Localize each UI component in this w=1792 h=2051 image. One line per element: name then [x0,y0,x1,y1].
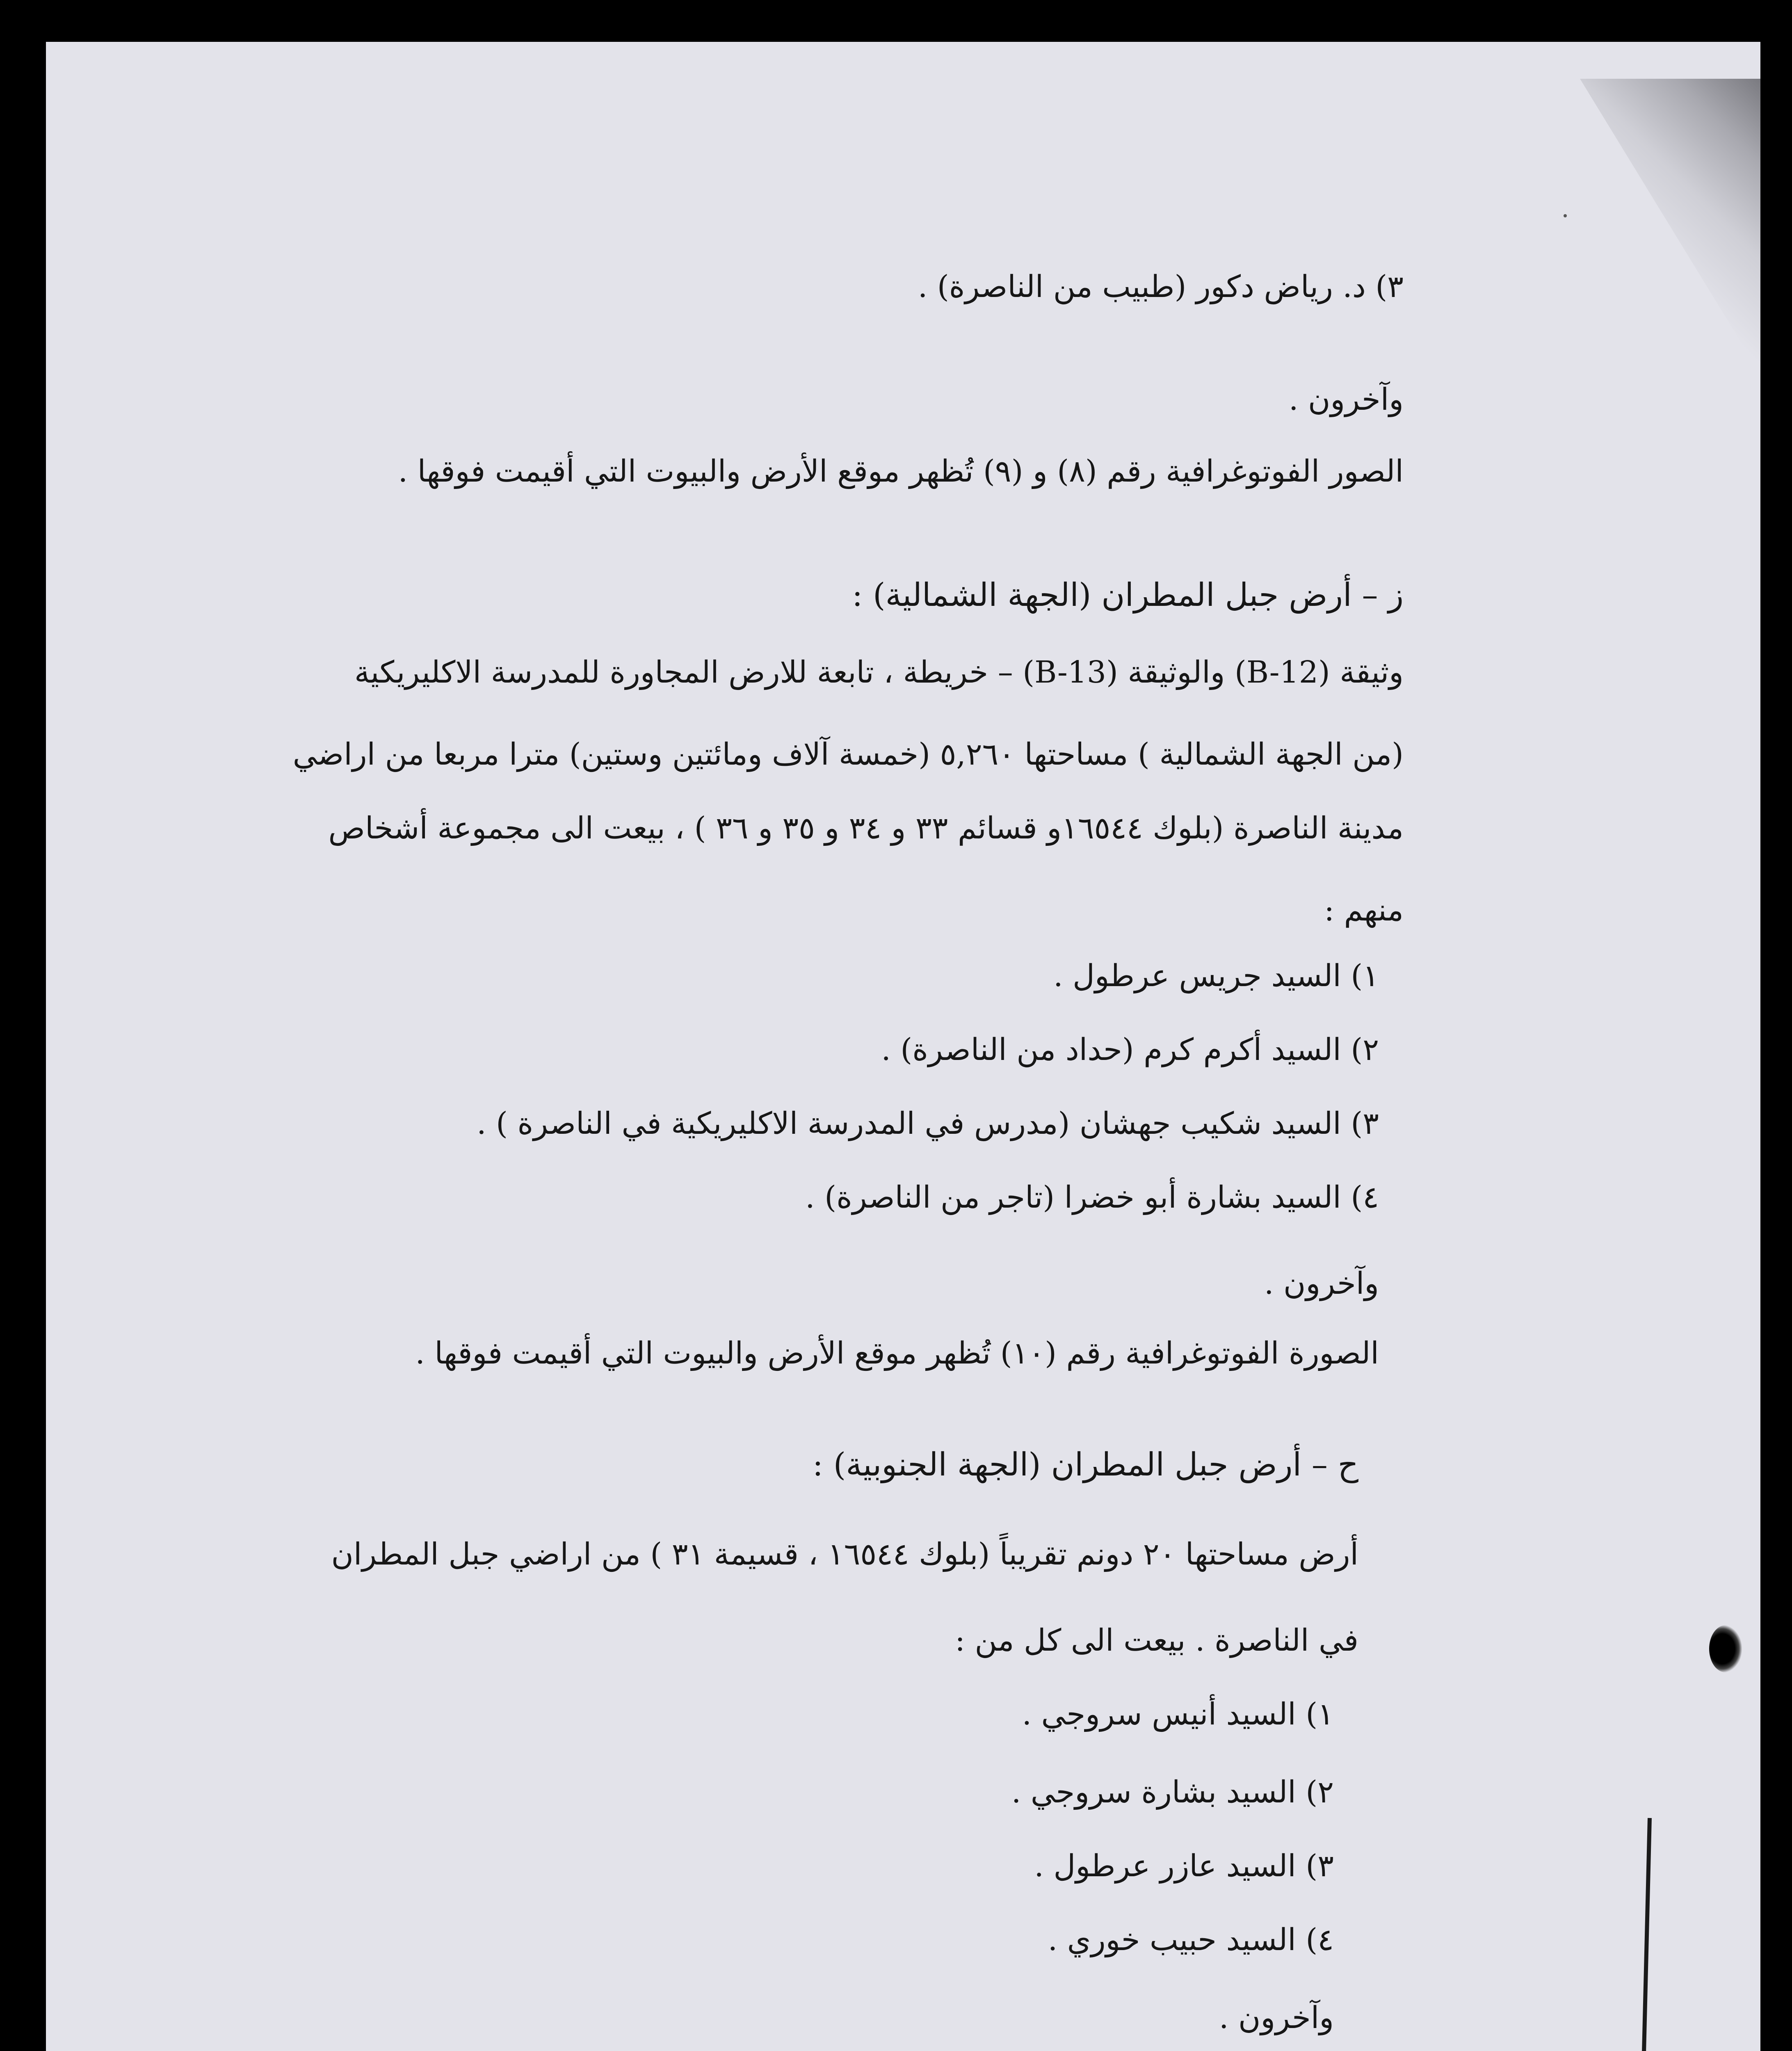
text-line: منهم : [1324,893,1404,928]
text-line: مدينة الناصرة (بلوك ١٦٥٤٤و قسائم ٣٣ و ٣٤ و ٣٥ و ٣٦ ) ، بيعت الى مجموعة أشخاص [328,811,1404,846]
text-line: الصور الفوتوغرافية رقم (٨) و (٩) تُظهر موقع الأرض والبيوت التي أقيمت فوقها . [398,454,1404,489]
text-line: في الناصرة . بيعت الى كل من : [955,1623,1358,1658]
text-line: وآخرون . [1264,1266,1379,1301]
list-item: ٤) السيد حبيب خوري . [1048,1922,1334,1957]
section-heading: ز – أرض جبل المطران (الجهة الشمالية) : [852,577,1404,614]
document-body [46,42,1760,2051]
text-line: الصورة الفوتوغرافية رقم (١٠) تُظهر موقع الأرض والبيوت التي أقيمت فوقها . [415,1336,1379,1371]
text-line: أرض مساحتها ٢٠ دونم تقريباً (بلوك ١٦٥٤٤ ، قسيمة ٣١ ) من اراضي جبل المطران [331,1537,1358,1572]
section-heading: ح – أرض جبل المطران (الجهة الجنوبية) : [812,1446,1358,1483]
document-page [46,42,1760,2051]
text-line: وآخرون . [1219,2000,1334,2035]
text-line: (من الجهة الشمالية ) مساحتها ٥,٢٦٠ (خمسة آلاف ومائتين وستين) مترا مربعا من اراضي [292,737,1404,772]
list-item: ٤) السيد بشارة أبو خضرا (تاجر من الناصرة) . [805,1180,1379,1215]
list-item: ١) السيد أنيس سروجي . [1022,1697,1334,1732]
list-item: ٢) السيد بشارة سروجي . [1011,1775,1334,1810]
list-item: ١) السيد جريس عرطول . [1053,958,1379,994]
list-item: ٣) السيد شكيب جهشان (مدرس في المدرسة الاكليريكية في الناصرة ) . [477,1106,1379,1141]
text-line: وآخرون . [1289,382,1404,417]
text-line: وثيقة (B-12) والوثيقة (B-13) – خريطة ، تابعة للارض المجاورة للمدرسة الاكليريكية [354,655,1404,690]
list-item: ٣) السيد عازر عرطول . [1034,1848,1334,1884]
text-line: ٣) د. رياض دكور (طبيب من الناصرة) . [918,269,1404,304]
list-item: ٢) السيد أكرم كرم (حداد من الناصرة) . [881,1032,1379,1067]
